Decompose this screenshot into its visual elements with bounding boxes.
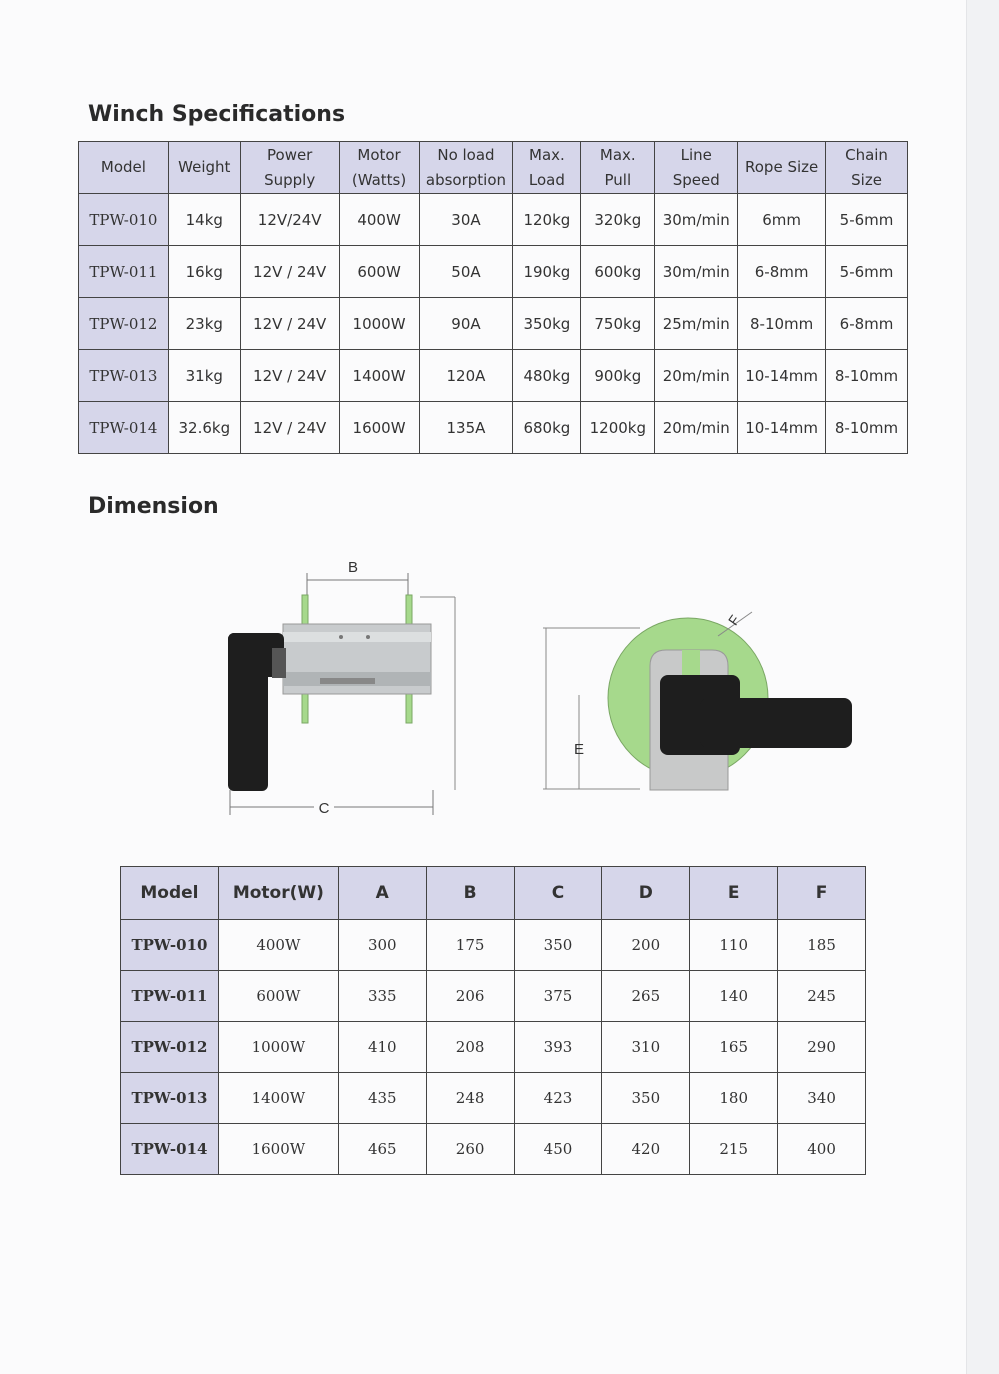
- dimension-value-cell: 290: [778, 1022, 866, 1073]
- dimension-header-cell: C: [514, 867, 602, 920]
- spec-value-cell: 5-6mm: [826, 246, 908, 298]
- spec-value-cell: 8-10mm: [826, 402, 908, 454]
- spec-header-cell: [79, 142, 169, 194]
- dimension-header-cell: F: [778, 867, 866, 920]
- spec-value-cell: 12V / 24V: [240, 350, 339, 402]
- spec-header-cell: [738, 142, 826, 194]
- spec-header-text: Supply: [264, 170, 316, 189]
- dimension-value-cell: 208: [426, 1022, 514, 1073]
- spec-model-cell: TPW-011: [79, 246, 169, 298]
- dimension-header-cell: A: [338, 867, 426, 920]
- dimension-value-cell: 423: [514, 1073, 602, 1124]
- spec-header-text: Max.: [529, 145, 565, 164]
- dimension-table-row: [121, 1124, 866, 1175]
- dimension-table-row: [121, 971, 866, 1022]
- spec-value-cell: 50A: [419, 246, 513, 298]
- side-view: [228, 559, 455, 817]
- spec-value-cell: 12V / 24V: [240, 298, 339, 350]
- dimension-value-cell: 410: [338, 1022, 426, 1073]
- spec-header-text: Model: [100, 158, 146, 176]
- spec-model-cell: TPW-013: [79, 350, 169, 402]
- dimension-section-title: Dimension: [88, 494, 219, 519]
- dimension-value-cell: 200: [602, 920, 690, 971]
- spec-value-cell: 90A: [419, 298, 513, 350]
- dimension-table-row: [121, 1073, 866, 1124]
- spec-value-cell: 120kg: [513, 194, 581, 246]
- spec-value-cell: 320kg: [581, 194, 655, 246]
- dimension-value-cell: 180: [690, 1073, 778, 1124]
- spec-value-cell: 1400W: [339, 350, 419, 402]
- dimension-model-cell: TPW-011: [121, 971, 219, 1022]
- dimension-value-cell: 465: [338, 1124, 426, 1175]
- spec-value-cell: 190kg: [513, 246, 581, 298]
- spec-value-cell: 32.6kg: [168, 402, 240, 454]
- spec-value-cell: 8-10mm: [738, 298, 826, 350]
- spec-header-text: Max.: [599, 145, 636, 164]
- spec-header-text: Load: [528, 170, 565, 189]
- dimension-value-cell: 1000W: [218, 1022, 338, 1073]
- dimension-value-cell: 340: [778, 1073, 866, 1124]
- dimension-value-cell: 435: [338, 1073, 426, 1124]
- dimension-model-cell: TPW-013: [121, 1073, 219, 1124]
- dimension-header-cell: Model: [121, 867, 219, 920]
- dimension-table: [120, 866, 866, 1175]
- spec-value-cell: 12V / 24V: [240, 246, 339, 298]
- dimension-value-cell: 1400W: [218, 1073, 338, 1124]
- dimension-header-cell: D: [602, 867, 690, 920]
- spec-header-cell: [513, 142, 581, 194]
- dimension-value-cell: 1600W: [218, 1124, 338, 1175]
- spec-table-row: [79, 298, 908, 350]
- spec-table-row: [79, 194, 908, 246]
- spec-header-text: Pull: [604, 170, 632, 189]
- dimension-value-cell: 140: [690, 971, 778, 1022]
- front-view: [543, 612, 852, 790]
- dimension-value-cell: 185: [778, 920, 866, 971]
- label-b: B: [347, 559, 359, 576]
- dimension-value-cell: 375: [514, 971, 602, 1022]
- spec-value-cell: 120A: [419, 350, 513, 402]
- spec-value-cell: 750kg: [581, 298, 655, 350]
- dimension-value-cell: 300: [338, 920, 426, 971]
- spec-value-cell: 350kg: [513, 298, 581, 350]
- spec-header-cell: [581, 142, 655, 194]
- spec-value-cell: 30A: [419, 194, 513, 246]
- spec-header-text: Chain: [845, 145, 888, 164]
- spec-value-cell: 30m/min: [655, 246, 738, 298]
- spec-model-cell: TPW-010: [79, 194, 169, 246]
- spec-value-cell: 135A: [419, 402, 513, 454]
- spec-header-text: Weight: [178, 158, 231, 176]
- dimension-model-cell: TPW-014: [121, 1124, 219, 1175]
- label-c: C: [318, 800, 330, 817]
- spec-header-cell: [655, 142, 738, 194]
- spec-header-text: Rope Size: [745, 158, 819, 176]
- spec-value-cell: 6-8mm: [826, 298, 908, 350]
- dimension-value-cell: 350: [514, 920, 602, 971]
- dimension-header-cell: B: [426, 867, 514, 920]
- spec-model-cell: TPW-014: [79, 402, 169, 454]
- spec-value-cell: 480kg: [513, 350, 581, 402]
- dimension-value-cell: 248: [426, 1073, 514, 1124]
- dimension-model-cell: TPW-010: [121, 920, 219, 971]
- dimension-value-cell: 245: [778, 971, 866, 1022]
- spec-value-cell: 14kg: [168, 194, 240, 246]
- spec-value-cell: 600W: [339, 246, 419, 298]
- spec-value-cell: 5-6mm: [826, 194, 908, 246]
- spec-header-cell: [240, 142, 339, 194]
- dimension-value-cell: 175: [426, 920, 514, 971]
- spec-value-cell: 25m/min: [655, 298, 738, 350]
- spec-value-cell: 680kg: [513, 402, 581, 454]
- spec-table-row: [79, 350, 908, 402]
- dimension-value-cell: 206: [426, 971, 514, 1022]
- dimension-model-cell: TPW-012: [121, 1022, 219, 1073]
- spec-header-text: (Watts): [351, 170, 407, 189]
- dimension-header-cell: E: [690, 867, 778, 920]
- spec-value-cell: 900kg: [581, 350, 655, 402]
- spec-header-text: absorption: [425, 170, 507, 189]
- spec-value-cell: 20m/min: [655, 350, 738, 402]
- spec-value-cell: 12V/24V: [240, 194, 339, 246]
- spec-value-cell: 1600W: [339, 402, 419, 454]
- dimension-table-row: [121, 1022, 866, 1073]
- spec-table-row: [79, 246, 908, 298]
- spec-value-cell: 10-14mm: [738, 402, 826, 454]
- spec-table-row: [79, 402, 908, 454]
- dimension-value-cell: 600W: [218, 971, 338, 1022]
- dimension-value-cell: 265: [602, 971, 690, 1022]
- label-f: F: [724, 612, 743, 629]
- spec-header-cell: [826, 142, 908, 194]
- dimension-drawing: [0, 540, 999, 830]
- dimension-value-cell: 260: [426, 1124, 514, 1175]
- spec-value-cell: 1200kg: [581, 402, 655, 454]
- spec-value-cell: 23kg: [168, 298, 240, 350]
- dimension-value-cell: 165: [690, 1022, 778, 1073]
- spec-value-cell: 12V / 24V: [240, 402, 339, 454]
- dimension-value-cell: 310: [602, 1022, 690, 1073]
- dimension-value-cell: 450: [514, 1124, 602, 1175]
- dimension-header-cell: Motor(W): [218, 867, 338, 920]
- dimension-header-row: [121, 867, 866, 920]
- spec-value-cell: 31kg: [168, 350, 240, 402]
- spec-value-cell: 6-8mm: [738, 246, 826, 298]
- spec-table: [78, 141, 908, 454]
- spec-header-cell: [339, 142, 419, 194]
- spec-header-text: Size: [851, 170, 882, 189]
- dimension-value-cell: 400W: [218, 920, 338, 971]
- dimension-value-cell: 393: [514, 1022, 602, 1073]
- spec-header-text: Speed: [672, 170, 720, 189]
- dimension-value-cell: 350: [602, 1073, 690, 1124]
- label-e: E: [573, 741, 585, 758]
- dimension-value-cell: 335: [338, 971, 426, 1022]
- spec-value-cell: 8-10mm: [826, 350, 908, 402]
- dimension-table-row: [121, 920, 866, 971]
- spec-value-cell: 1000W: [339, 298, 419, 350]
- spec-header-text: No load: [437, 145, 495, 164]
- spec-value-cell: 10-14mm: [738, 350, 826, 402]
- spec-header-row: [79, 142, 908, 194]
- spec-value-cell: 6mm: [738, 194, 826, 246]
- dimension-value-cell: 420: [602, 1124, 690, 1175]
- dimension-value-cell: 110: [690, 920, 778, 971]
- spec-header-cell: [168, 142, 240, 194]
- spec-header-text: Motor: [357, 145, 401, 164]
- spec-header-cell: [419, 142, 513, 194]
- spec-model-cell: TPW-012: [79, 298, 169, 350]
- spec-value-cell: 600kg: [581, 246, 655, 298]
- dimension-value-cell: 400: [778, 1124, 866, 1175]
- spec-value-cell: 400W: [339, 194, 419, 246]
- dimension-value-cell: 215: [690, 1124, 778, 1175]
- spec-value-cell: 30m/min: [655, 194, 738, 246]
- spec-header-text: Line: [680, 145, 712, 164]
- spec-value-cell: 20m/min: [655, 402, 738, 454]
- spec-section-title: Winch Specifications: [88, 102, 346, 127]
- spec-value-cell: 16kg: [168, 246, 240, 298]
- spec-header-text: Power: [267, 145, 313, 164]
